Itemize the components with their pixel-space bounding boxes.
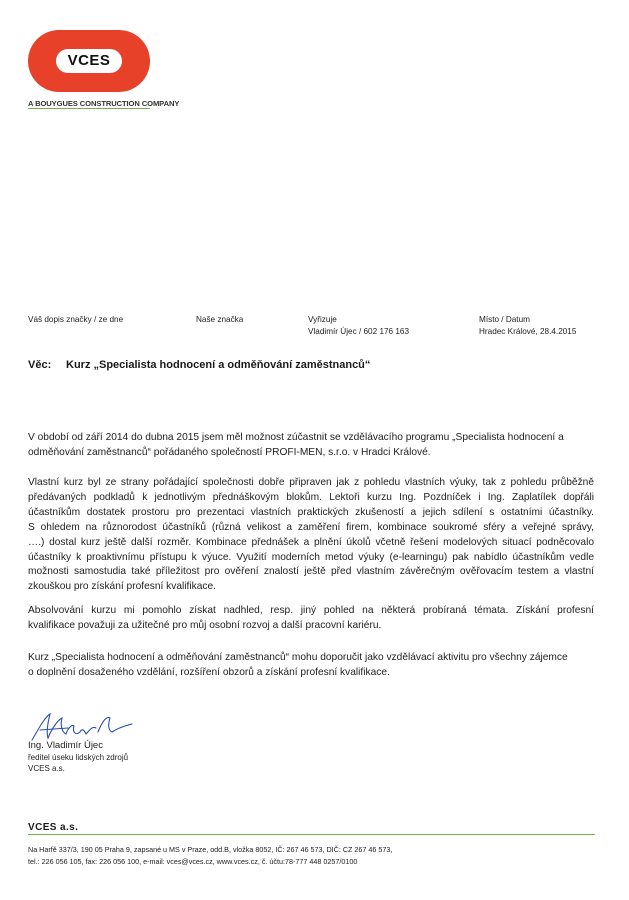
logo-divider: [28, 108, 150, 109]
paragraph-line: možnosti samostudia také příležitost pro ověření znalostí ještě před vlastním závěrečným ověřovacím testem a vlastní: [28, 566, 594, 578]
our-reference-label: Naše značka: [196, 315, 244, 324]
handled-by-value: Vladimír Újec / 602 176 163: [308, 327, 410, 336]
company-logo: [28, 30, 150, 94]
paragraph-line: S ohledem na různorodost účastníků (různá velikost a zaměření firem, kombinace soukromé sféry a veřejné správy,: [28, 521, 594, 533]
paragraph-4: [28, 651, 594, 681]
signer-company: VCES a.s.: [28, 764, 65, 774]
paragraph-line: účastníkům dostatek prostoru pro prezentaci vlastních praktických zkušeností a jejich sdílení s ostatními účastníky.: [28, 506, 594, 518]
paragraph-line: Absolvování kurzu mi pomohlo získat nadhled, resp. jiný pohled na některá probíraná témata. Získání profesní: [28, 605, 594, 616]
subject-label: Věc:: [28, 359, 52, 371]
place-date-label: Místo / Datum: [479, 315, 530, 324]
footer-address-line: Na Harfě 337/3, 190 05 Praha 9, zapsané u MS v Praze, odd.B, vložka 8052, IČ: 267 46 573, DIČ: CZ 267 46 573,: [28, 845, 393, 854]
your-letter-label: Váš dopis značky / ze dne: [28, 315, 124, 324]
footer-contact-line: tel.: 226 056 105, fax: 226 056 100, e-mail: vces@vces.cz, www.vces.cz, č. účtu:78-777 448 0257/0100: [28, 857, 358, 866]
paragraph-line: Vlastní kurz byl ze strany pořádající společnosti dobře připraven jak z pohledu vlastních výuky, tak z pohledu průběžně: [28, 477, 594, 488]
subject-line: [28, 359, 370, 371]
paragraph-2: [28, 476, 594, 595]
paragraph-3: [28, 604, 594, 634]
paragraph-line: účastníky k proaktivnímu přístupu k výuce. Využití moderních metod výuky (e-learningu) pak nabídlo účastníkům vedle: [28, 551, 594, 563]
signer-role: ředitel úseku lidských zdrojů: [28, 752, 129, 762]
paragraph-line: Kurz „Specialista hodnocení a odměňování zaměstnanců“ mohu doporučit jako vzdělávací aktivitu pro všechny zájemce: [28, 652, 568, 663]
footer-company-name: VCES a.s.: [28, 822, 79, 833]
paragraph-line: zkouškou pro získání profesní kvalifikace.: [28, 581, 216, 593]
subject-text: Kurz „Specialista hodnocení a odměňování zaměstnanců“: [66, 359, 371, 371]
paragraph-line: o doplnění dosaženého vzdělání, rozšíření obzorů a získání profesní kvalifikace.: [28, 666, 390, 678]
paragraph-line: V období od září 2014 do dubna 2015 jsem měl možnost zúčastnit se vzdělávacího programu „Specialista hodnocení a: [28, 432, 564, 443]
logo-text: VCES: [67, 52, 111, 69]
footer-divider: [28, 834, 595, 835]
logo-inner-pill: [56, 49, 122, 73]
paragraph-line: kvalifikace považuji za užitečné pro můj osobní rozvoj a další pracovní kariéru.: [28, 619, 382, 631]
place-date-value: Hradec Králové, 28.4.2015: [479, 327, 577, 336]
logo-subtitle: A BOUYGUES CONSTRUCTION COMPANY: [28, 99, 180, 108]
paragraph-line: odměňování zaměstnanců“ pořádaného společností PROFI-MEN, s.r.o. v Hradci Králové.: [28, 446, 431, 458]
paragraph-line: ….) dostal kurz ještě další rozměr. Kombinace přednášek a plnění úkolů včetně řešení modelových situací podněcovalo: [28, 536, 594, 548]
signer-name: Ing. Vladimír Újec: [28, 740, 103, 751]
paragraph-1: [28, 431, 594, 461]
signature-block: [28, 740, 128, 775]
handwritten-signature: [28, 710, 138, 744]
handled-by-label: Vyřizuje: [308, 315, 337, 324]
paragraph-line: předávaných podkladů k jednotlivým přednáškovým blokům. Lektoři kurzu Ing. Pozdníček i Ing. Zaplatílek dopřáli: [28, 491, 594, 503]
